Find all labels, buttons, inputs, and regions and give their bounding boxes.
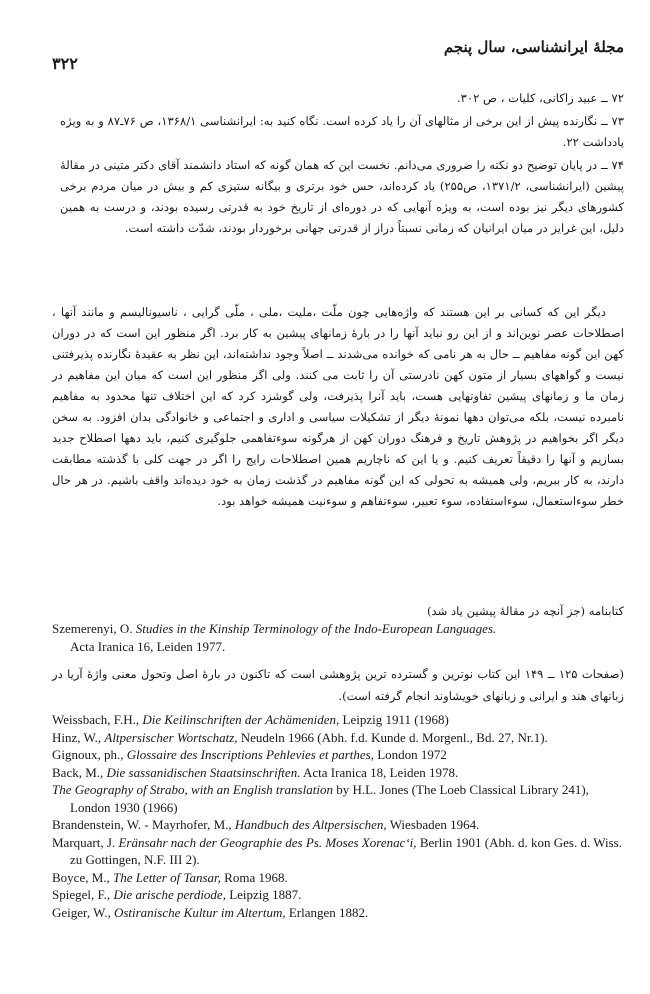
bib-title: Handbuch des Altpersischen, [234, 817, 387, 832]
bib-publication: Erlangen 1882. [288, 904, 369, 920]
bib-publication: Berlin 1901 (Abh. d. kon Ges. d. Wiss. zu Gottingen, N.F. III 2). [70, 834, 622, 867]
bib-entry [52, 746, 624, 764]
body-paragraph: دیگر این که کسانی بر این هستند که واژه‌هایی چون ملّت ،ملیت ،ملی ، ملّی گرایی ، ناسیونالیسم و مانند آنها ، اصطلاحات عصر نوین‌اند و از این رو نباید آنها را در بارهٔ زمانهای پیشین به کار برد. اگر منظور این است که در دوران کهن این گونه مفاهیم ــ حال به هر نامی که خوانده می‌شدند ــ اصلاً وجود نداشته‌اند، این نظر به عقیدهٔ نگارنده پذیرفتنی نیست و گواههای بسیار از متون کهن نادرستی آن را ثابت می کنند. ولی اگر منظور این است که میان این مفاهیم در زمان ما و زمانهای پیشین تفاوتهایی هست، باید آنرا پذیرفت، ولی گوشزد کرد که این اختلاف تنها محدود به مفاهیم نامبرده نیست، بلکه می‌توان دهها نمونهٔ دیگر از تشکیلات سیاسی و اداری و اجتماعی و خانوادگی بدان افزود. به سخن دیگر اگر بخواهیم در پژوهش تاریخ و فرهنگ دوران کهن از هرگونه سوءتفاهمی جلوگیری کنیم، باید دهها اصطلاح جدید بسازیم و آنها را دقیقاً تعریف کنیم. و یا این که ناچاریم همین اصطلاحات رایج را اگر در جهت کلی با گذشته مطابقت دارند، به کار ببریم، ولی همیشه به تحولی که این گونه مفاهیم در گذشت زمان به خود دیده‌اند واقف باشیم. در هر حال خطر سوءاستعمال، سوءاستفاده، سوء تعبیر، سوءتفاهم و سوءنیت همیشه خواهد بود. [52, 304, 625, 508]
bib-author: Weissbach, F.H., [52, 712, 140, 727]
bib-entry [52, 869, 624, 887]
bib-publication: Acta Iranica 16, Leiden 1977. [70, 638, 226, 654]
bib-title: Die Keilinschriften der Achämeniden, [142, 712, 340, 727]
bib-entry [52, 764, 624, 782]
bibliography [52, 604, 624, 921]
bib-title: Die arische perdiode, [113, 887, 226, 902]
bib-title: The Letter of Tansar, [113, 869, 221, 885]
bibliography-note: (صفحات ۱۲۵ ــ ۱۴۹ این کتاب نوترین و گسترده ترین پژوهشی است که تاکنون در بارهٔ اصل وتحول معنی واژهٔ آریا در زبانهای هند و ایرانی و زبانهای خویشاوند انجام گرفته است). [52, 667, 624, 703]
bib-publication: London 1972 [377, 747, 447, 762]
footnote-73: ۷۳ ــ نگارنده پیش از این برخی از مثالهای آن را یاد کرده است. نگاه کنید به: ایرانشناسی ۱۳۶۸/۱، ص ۷۶ـ۸۷ و به ویژه یادداشت ۲۲. [60, 114, 624, 149]
bib-publication: by H.L. Jones (The Loeb Classical Library 241), London 1930 (1966) [70, 782, 589, 815]
bib-publication: Neudeln 1966 (Abh. f.d. Kunde d. Morgenl., Bd. 27, Nr.1). [240, 729, 548, 745]
bib-entry-szemerenyi [52, 620, 624, 655]
bib-entry [52, 834, 624, 869]
bib-title: Studies in the Kinship Terminology of the Indo-European Languages. [135, 621, 497, 636]
footnote-72: ۷۲ ــ عبید زاکانی، کلیات ، ص ۳۰۲. [456, 91, 624, 105]
bib-title: Altpersischer Wortschatz, [104, 729, 238, 745]
journal-title: مجلهٔ ایرانشناسی، سال پنجم [443, 38, 624, 56]
bib-author: Gignoux, ph., [52, 747, 124, 762]
bib-publication: Acta Iranica 18, Leiden 1978. [303, 764, 459, 780]
bib-title: Ostiranische Kultur im Altertum, [113, 904, 286, 920]
bib-entry [52, 904, 624, 922]
footnotes [60, 88, 624, 241]
bib-title: Eränsahr nach der Geographie des Ps. Moses Xorenac‘i, [118, 834, 417, 850]
footnote-74: ۷۴ ــ در پایان توضیح دو نکته را ضروری می‌دانم. نخست این که همان گونه که استاد دانشمند آقای دکتر متینی در مقالهٔ پیشین (ایرانشناسی، ۱۳۷۱/۲، ص۲۵۵) یاد کرده‌اند، حس خود برتری و بیگانه ستیزی کم و بیش در میان مردم برخی کشورهای دیگر نیز بوده است، به ویژه آنهایی که در دوره‌ای از تاریخ خود به قدرتی رسیده بودند، و درست به همین دلیل، این غرایز در میان ایرانیان که زمانی نسبتاً دراز از قدرتی جهانی برخوردار بودند، شدّت داشته است. [60, 158, 624, 235]
bib-author: Szemerenyi, O. [52, 621, 133, 636]
bib-author: Hinz, W., [52, 729, 102, 745]
bib-publication: Roma 1968. [224, 869, 288, 885]
bibliography-heading: کتابنامه (جز آنچه در مقالهٔ پیشین یاد شد) [426, 604, 624, 618]
bib-title: Die sassanidischen Staatsinschriften. [106, 764, 301, 780]
bib-entry [52, 886, 624, 904]
bib-entry [52, 781, 624, 816]
bib-title: Glossaire des Inscriptions Pehlevies et parthes, [126, 747, 374, 762]
bib-publication: Leipzig 1887. [229, 887, 302, 902]
bib-publication: Leipzig 1911 (1968) [342, 712, 449, 727]
bib-entry [52, 711, 624, 729]
bib-author: Brandenstein, W. - Mayrhofer, M., [52, 817, 232, 832]
bib-author: Boyce, M., [52, 869, 110, 885]
bib-entry [52, 729, 624, 747]
bib-publication: Wiesbaden 1964. [389, 817, 480, 832]
bib-title: The Geography of Strabo, with an English translation [52, 782, 333, 797]
bib-author: Marquart, J. [52, 834, 116, 850]
bib-author: Spiegel, F., [52, 887, 111, 902]
page-number: ۳۲۲ [52, 54, 78, 73]
bib-entry [52, 816, 624, 834]
bib-author: Back, M., [52, 764, 104, 780]
bib-author: Geiger, W., [52, 904, 111, 920]
